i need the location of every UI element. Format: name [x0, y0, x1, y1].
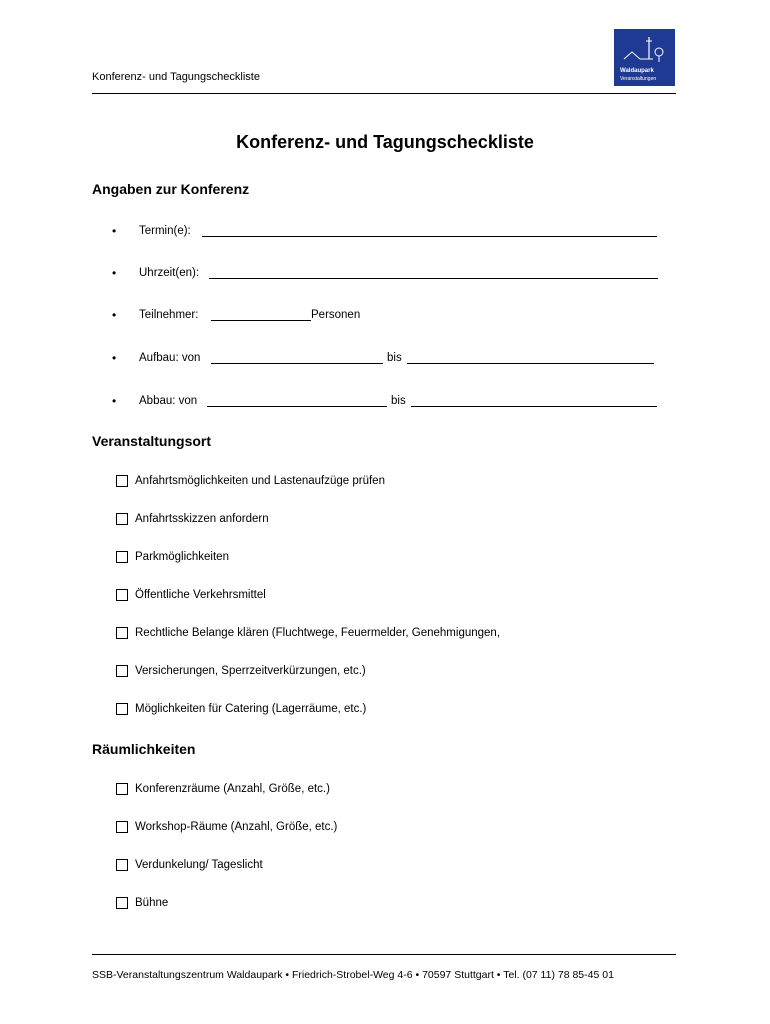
- checklist-item-label: Parkmöglichkeiten: [135, 551, 229, 563]
- checklist-item-label: Öffentliche Verkehrsmittel: [135, 589, 266, 601]
- checkbox[interactable]: [116, 859, 128, 871]
- checklist-item-label: Bühne: [135, 897, 169, 909]
- field-label: Aufbau: von: [139, 352, 201, 364]
- checklist-item-label: Verdunkelung/ Tageslicht: [135, 859, 263, 871]
- field-uhrzeit: [112, 267, 662, 283]
- abbau-bis-label: bis: [391, 395, 406, 407]
- checklist-item-label: Anfahrtsmöglichkeiten und Lastenaufzüge prüfen: [135, 475, 385, 487]
- logo-name: Waldaupark: [620, 68, 654, 74]
- logo-subtitle: Veranstaltungen: [620, 76, 657, 82]
- section-heading-raeumlichkeiten: Räumlichkeiten: [92, 741, 196, 757]
- section-heading-veranstaltungsort: Veranstaltungsort: [92, 433, 212, 449]
- bullet-icon: •: [112, 266, 117, 280]
- checkbox[interactable]: [116, 821, 128, 833]
- aufbau-von-input-line[interactable]: [211, 352, 383, 364]
- field-label: Termin(e):: [139, 225, 191, 237]
- field-abbau: [112, 395, 662, 411]
- checkbox[interactable]: [116, 475, 128, 487]
- bullet-icon: •: [112, 224, 117, 238]
- field-label: Abbau: von: [139, 395, 198, 407]
- company-logo: [614, 29, 675, 86]
- checkbox[interactable]: [116, 897, 128, 909]
- field-termin: [112, 225, 662, 241]
- aufbau-bis-label: bis: [387, 352, 402, 364]
- checkbox[interactable]: [116, 551, 128, 563]
- bullet-icon: •: [112, 394, 117, 408]
- field-aufbau: [112, 352, 662, 368]
- field-label: Uhrzeit(en):: [139, 267, 200, 279]
- bullet-icon: •: [112, 351, 117, 365]
- section-heading-konferenz: Angaben zur Konferenz: [92, 181, 250, 197]
- termin-input-line[interactable]: [202, 225, 657, 237]
- aufbau-bis-input-line[interactable]: [407, 352, 654, 364]
- uhrzeit-input-line[interactable]: [209, 267, 658, 279]
- checklist-item-label: Anfahrtsskizzen anfordern: [135, 513, 269, 525]
- abbau-bis-input-line[interactable]: [411, 395, 657, 407]
- checklist-item-label: Workshop-Räume (Anzahl, Größe, etc.): [135, 821, 338, 833]
- checkbox[interactable]: [116, 665, 128, 677]
- checklist-item-label: Möglichkeiten für Catering (Lagerräume, etc.): [135, 703, 367, 715]
- footer-rule: [92, 954, 676, 955]
- checklist-item-label: Konferenzräume (Anzahl, Größe, etc.): [135, 783, 330, 795]
- checklist-item-label: Versicherungen, Sperrzeitverkürzungen, etc.): [135, 665, 366, 677]
- checkbox[interactable]: [116, 703, 128, 715]
- field-teilnehmer: [112, 309, 412, 325]
- abbau-von-input-line[interactable]: [207, 395, 387, 407]
- running-header: Konferenz- und Tagungscheckliste: [92, 71, 260, 83]
- checkbox[interactable]: [116, 627, 128, 639]
- checkbox[interactable]: [116, 783, 128, 795]
- bullet-icon: •: [112, 308, 117, 322]
- field-label: Teilnehmer:: [139, 309, 199, 321]
- checklist-item-label: Rechtliche Belange klären (Fluchtwege, Feuermelder, Genehmigungen,: [135, 627, 501, 639]
- header-rule: [92, 93, 676, 94]
- checkbox[interactable]: [116, 513, 128, 525]
- checkbox[interactable]: [116, 589, 128, 601]
- teilnehmer-input-line[interactable]: [211, 309, 311, 321]
- page-title: Konferenz- und Tagungscheckliste: [236, 132, 534, 152]
- footer-address: SSB-Veranstaltungszentrum Waldaupark • Friedrich-Strobel-Weg 4-6 • 70597 Stuttgart • Tel. (07 11) 78 85-45 01: [92, 969, 614, 981]
- teilnehmer-suffix: Personen: [311, 309, 361, 321]
